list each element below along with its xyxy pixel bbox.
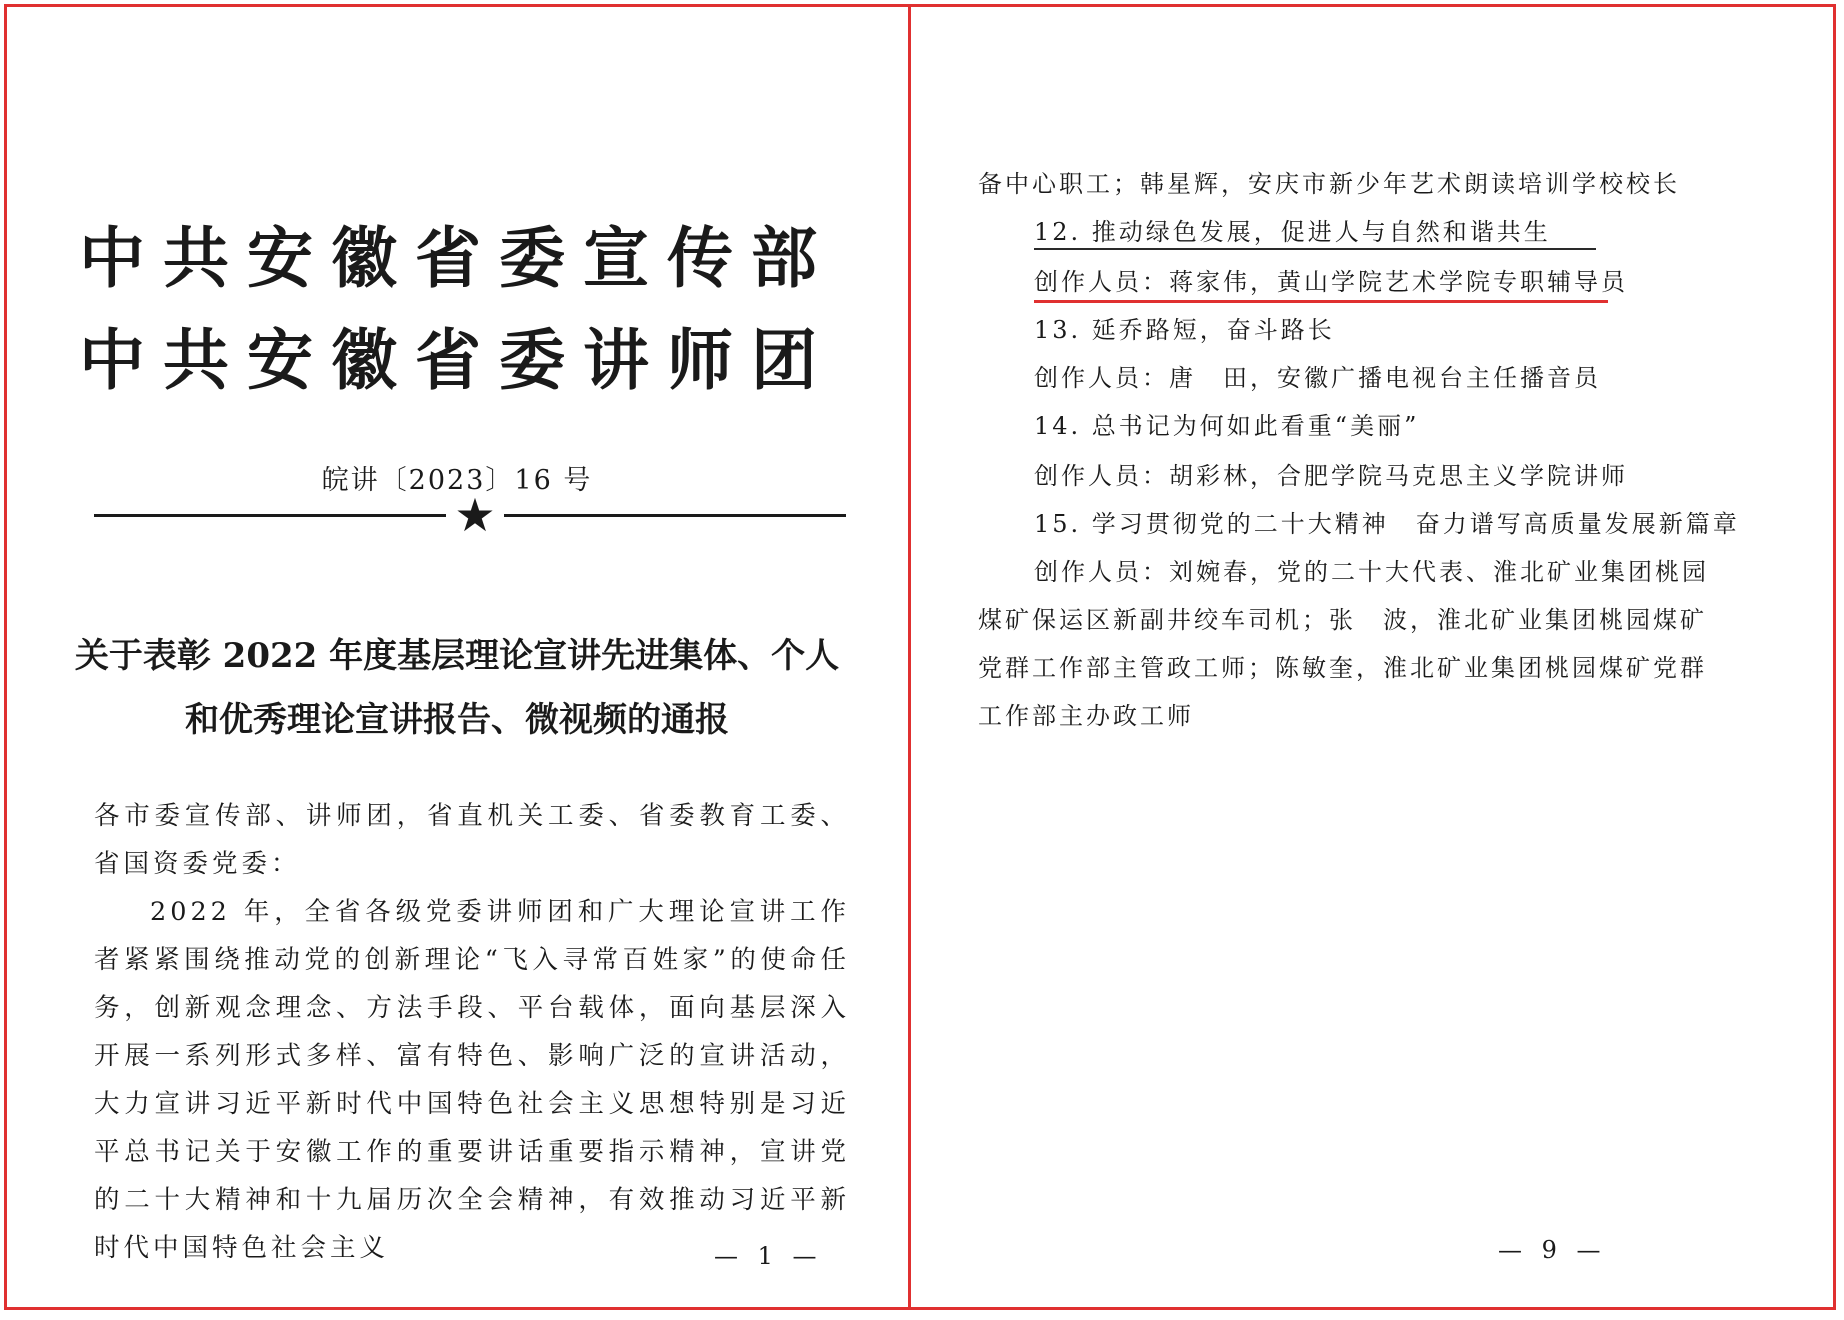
item-15-credits-cont-3: 工作部主办政工师 [978, 702, 1194, 730]
red-underline-highlight [1034, 300, 1608, 303]
item-13-title: 13. 延乔路短，奋斗路长 [1034, 316, 1335, 344]
item-15-credits: 创作人员：刘婉春，党的二十大代表、淮北矿业集团桃园 [1034, 558, 1709, 586]
text-line-1: 备中心职工；韩星辉，安庆市新少年艺术朗读培训学校校长 [978, 170, 1680, 198]
item-13-credits: 创作人员：唐 田，安徽广播电视台主任播音员 [1034, 364, 1601, 392]
item-12-title: 12. 推动绿色发展，促进人与自然和谐共生 [1034, 218, 1551, 246]
item-15-credits-cont-1: 煤矿保运区新副井绞车司机；张 波，淮北矿业集团桃园煤矿 [978, 606, 1707, 634]
handwritten-underline [1034, 248, 1596, 250]
org-title-lecturer-group: 中共安徽省委讲师团 [79, 321, 835, 399]
item-15-credits-cont-2: 党群工作部主管政工师；陈敏奎，淮北矿业集团桃园煤矿党群 [978, 654, 1707, 682]
item-14-title: 14. 总书记为何如此看重“美丽” [1034, 412, 1420, 440]
left-page [12, 10, 902, 1300]
header-rule-right [504, 514, 846, 517]
org-title-propaganda-dept: 中共安徽省委宣传部 [79, 219, 835, 297]
star-icon: ★ [454, 488, 496, 542]
notice-title-line-1: 关于表彰 2022 年度基层理论宣讲先进集体、个人 [74, 636, 840, 676]
header-rule-left [94, 514, 446, 517]
page-number-right: — 9 — [1498, 1236, 1607, 1264]
notice-title-line-2: 和优秀理论宣讲报告、微视频的通报 [185, 700, 729, 740]
item-12-credits: 创作人员：蒋家伟，黄山学院艺术学院专职辅导员 [1034, 268, 1628, 296]
item-14-credits: 创作人员：胡彩林，合肥学院马克思主义学院讲师 [1034, 462, 1628, 490]
document-number: 皖讲〔2023〕16 号 [321, 465, 593, 496]
page-divider [908, 4, 911, 1310]
addressee: 各市委宣传部、讲师团，省直机关工委、省委教育工委、省国资委党委： [94, 801, 850, 879]
item-15-title: 15. 学习贯彻党的二十大精神 奋力谱写高质量发展新篇章 [1034, 510, 1740, 538]
page-number-left: — 1 — [714, 1242, 823, 1270]
body-paragraph: 2022 年，全省各级党委讲师团和广大理论宣讲工作者紧紧围绕推动党的创新理论“飞入寻常百姓家”的使命任务，创新观念理念、方法手段、平台载体，面向基层深入开展一系列形式多样、富有特色、影响广泛的宣讲活动，大力宣讲习近平新时代中国特色社会主义思想特别是习近平总书记关于安徽工作的重要讲话重要指示精神，宣讲党的二十大精神和十九届历次全会精神，有效推动习近平新时代中国特色社会主义 [94, 897, 850, 1263]
